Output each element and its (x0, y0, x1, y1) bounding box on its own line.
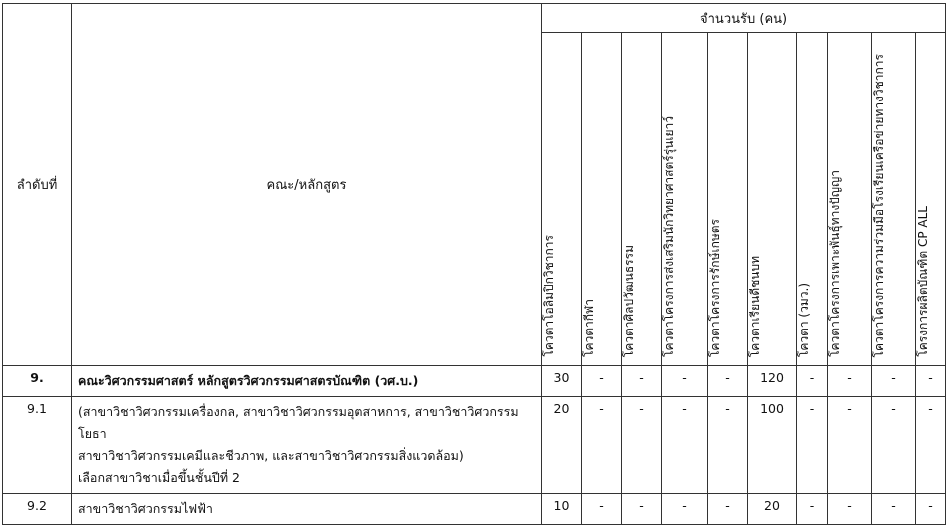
header-faculty: คณะ/หลักสูตร (72, 4, 542, 366)
row-quota-value: 120 (748, 366, 797, 397)
row-faculty-line: สาขาวิชาวิศวกรรมไฟฟ้า (78, 501, 213, 516)
header-quota-label: โควตา (วมว.) (797, 282, 811, 357)
row-quota-value: 20 (748, 494, 797, 525)
table-row (3, 366, 946, 397)
row-quota-value: - (797, 366, 828, 397)
row-faculty-line: สาขาวิชาวิศวกรรมเคมีและชีวภาพ, และสาขาวิชาวิศวกรรมสิ่งแวดล้อม) (78, 448, 464, 463)
row-seq: 9.2 (3, 494, 72, 525)
row-quota-value: - (872, 494, 916, 525)
row-quota-value: - (708, 494, 748, 525)
row-quota-value: - (916, 494, 946, 525)
header-quota-col (916, 33, 946, 366)
header-quota-col (708, 33, 748, 366)
row-seq: 9. (3, 366, 72, 397)
row-quota-value: 30 (542, 366, 582, 397)
header-quota-label: โควตาโอลิมปิกวิชาการ (542, 235, 556, 357)
row-quota-value: - (622, 397, 662, 494)
row-quota-value: 10 (542, 494, 582, 525)
row-quota-value: - (828, 366, 872, 397)
row-quota-value: - (708, 366, 748, 397)
row-quota-value: - (797, 397, 828, 494)
admission-quota-table (2, 3, 946, 525)
header-quota-label: โครงการผลิตบัณฑิต CP ALL (916, 206, 930, 357)
header-quota-col (542, 33, 582, 366)
row-faculty-line: (สาขาวิชาวิศวกรรมเครื่องกล, สาขาวิชาวิศวกรรมอุตสาหการ, สาขาวิชาวิศวกรรมโยธา (78, 404, 519, 441)
header-seq: ลำดับที่ (3, 4, 72, 366)
header-quota-group: จำนวนรับ (คน) (542, 4, 946, 33)
row-quota-value: - (622, 494, 662, 525)
row-quota-value: - (622, 366, 662, 397)
row-quota-value: - (797, 494, 828, 525)
header-quota-col (622, 33, 662, 366)
row-quota-value: - (662, 366, 708, 397)
row-quota-value: - (662, 494, 708, 525)
row-seq: 9.1 (3, 397, 72, 494)
header-quota-label: โควตาศิลปวัฒนธรรม (622, 244, 636, 357)
table-row (3, 397, 946, 494)
row-quota-value: - (582, 494, 622, 525)
header-quota-label: โควตาโครงการรักษ์เกษตร (708, 218, 722, 357)
header-quota-col (662, 33, 708, 366)
row-quota-value: - (872, 397, 916, 494)
row-faculty-name (72, 397, 542, 494)
header-quota-label: โควตากีฬา (582, 299, 596, 357)
header-quota-col (748, 33, 797, 366)
row-quota-value: - (916, 397, 946, 494)
row-faculty-name (72, 494, 542, 525)
row-quota-value: - (872, 366, 916, 397)
header-quota-col (828, 33, 872, 366)
row-faculty-line: เลือกสาขาวิชาเมื่อขึ้นชั้นปีที่ 2 (78, 470, 240, 485)
header-quota-col (582, 33, 622, 366)
row-quota-value: - (708, 397, 748, 494)
header-quota-col (872, 33, 916, 366)
row-quota-value: - (582, 366, 622, 397)
row-quota-value: - (828, 397, 872, 494)
row-faculty-name (72, 366, 542, 397)
header-quota-label: โควตาโครงการความร่วมมือโรงเรียนเครือข่ายทางวิชาการ (872, 53, 886, 357)
row-quota-value: 100 (748, 397, 797, 494)
row-quota-value: - (582, 397, 622, 494)
row-quota-value: - (828, 494, 872, 525)
row-faculty-line: คณะวิศวกรรมศาสตร์ หลักสูตรวิศวกรรมศาสตรบัณฑิต (วศ.บ.) (78, 373, 419, 388)
row-quota-value: 20 (542, 397, 582, 494)
header-quota-label: โควตาเรียนดีชนบท (748, 255, 762, 357)
row-quota-value: - (916, 366, 946, 397)
table-row (3, 494, 946, 525)
header-quota-label: โควตาโครงการส่งเสริมนักวิทยาศาสตร์รุ่นเยาว์ (662, 116, 676, 357)
row-quota-value: - (662, 397, 708, 494)
header-quota-label: โควตาโครงการเพาะพันธุ์ทางปัญญา (828, 170, 842, 357)
header-quota-col (797, 33, 828, 366)
